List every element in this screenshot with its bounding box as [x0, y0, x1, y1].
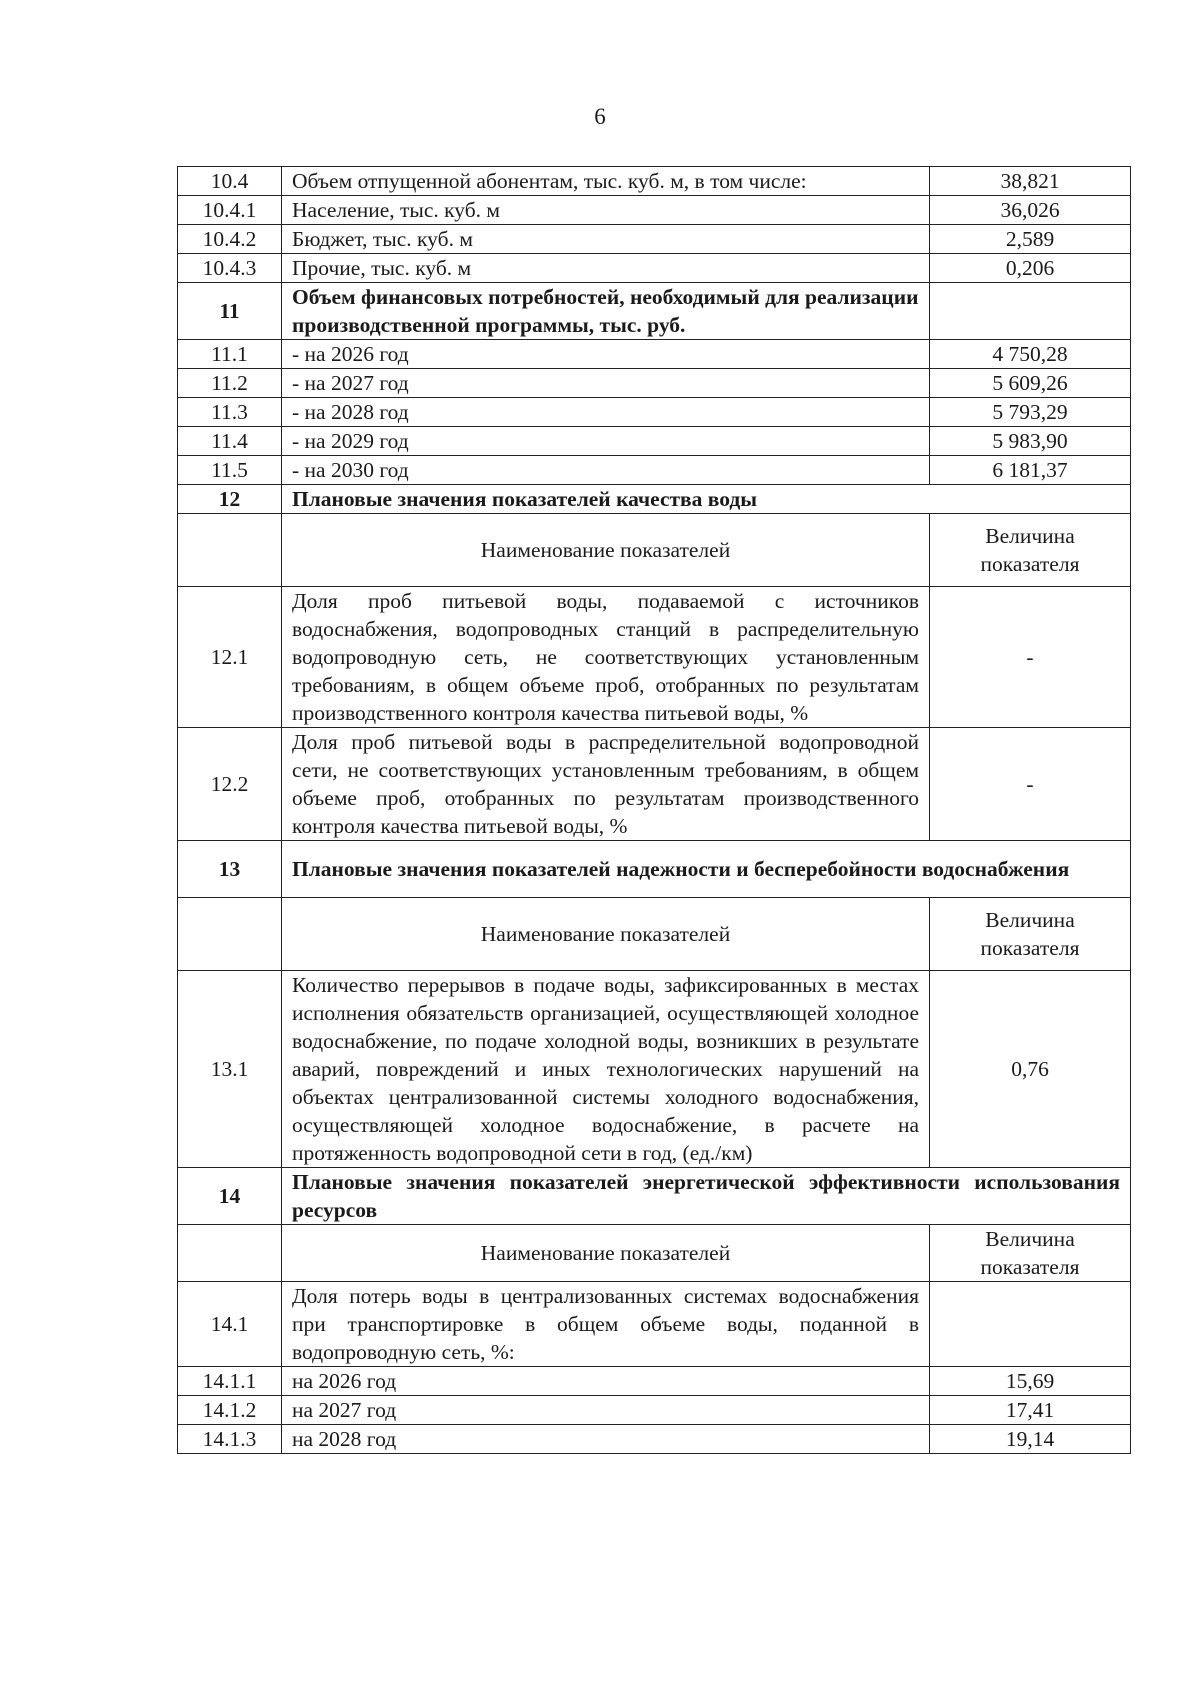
row-number: 10.4 — [178, 167, 282, 196]
row-value: 0,206 — [930, 254, 1131, 283]
row-text: на 2028 год — [282, 1425, 930, 1454]
column-header-value: Величина показателя — [930, 898, 1131, 971]
row-value: 6 181,37 — [930, 456, 1131, 485]
row-value: 0,76 — [930, 971, 1131, 1168]
table-row — [178, 1425, 1131, 1454]
column-header-name: Наименование показателей — [282, 514, 930, 587]
table-row — [178, 1396, 1131, 1425]
section-title: Объем финансовых потребностей, необходимый для реализации производственной программы, тыс. руб. — [282, 283, 930, 340]
row-number: 11.4 — [178, 427, 282, 456]
row-value: 5 609,26 — [930, 369, 1131, 398]
row-number: 10.4.1 — [178, 196, 282, 225]
row-number: 11.2 — [178, 369, 282, 398]
column-header-row — [178, 514, 1131, 587]
table-row — [178, 340, 1131, 369]
row-number: 11.1 — [178, 340, 282, 369]
row-text: Доля проб питьевой воды в распределительной водопроводной сети, не соответствующих установленным требованиям, в общем объеме проб, отобранных по результатам производственного контроля качества питьевой воды, % — [282, 728, 930, 841]
section-header-row — [178, 283, 1131, 340]
row-text: Доля проб питьевой воды, подаваемой с источников водоснабжения, водопроводных станций в распределительную водопроводную сеть, не соответствующих установленным требованиям, в общем объеме проб, отобранных по результатам производственного контроля качества питьевой воды, % — [282, 587, 930, 728]
row-value: 36,026 — [930, 196, 1131, 225]
table-row — [178, 971, 1131, 1168]
row-value: 5 793,29 — [930, 398, 1131, 427]
column-header-row — [178, 898, 1131, 971]
section-number: 13 — [178, 841, 282, 898]
row-value: 38,821 — [930, 167, 1131, 196]
row-number: 14.1.3 — [178, 1425, 282, 1454]
row-number: 14.1 — [178, 1282, 282, 1367]
section-number: 11 — [178, 283, 282, 340]
row-text: - на 2026 год — [282, 340, 930, 369]
table-row — [178, 167, 1131, 196]
table-row — [178, 254, 1131, 283]
table-row — [178, 398, 1131, 427]
section-title: Плановые значения показателей надежности и бесперебойности водоснабжения — [282, 841, 1131, 898]
row-value: - — [930, 587, 1131, 728]
section-header-row — [178, 1168, 1131, 1225]
section-number: 14 — [178, 1168, 282, 1225]
table-row — [178, 587, 1131, 728]
section-header-row — [178, 485, 1131, 514]
row-text: - на 2030 год — [282, 456, 930, 485]
row-value: 15,69 — [930, 1367, 1131, 1396]
row-number: 12.2 — [178, 728, 282, 841]
row-value: 19,14 — [930, 1425, 1131, 1454]
page-number: 6 — [594, 104, 606, 129]
row-number: 10.4.3 — [178, 254, 282, 283]
empty-cell — [178, 898, 282, 971]
row-number: 14.1.2 — [178, 1396, 282, 1425]
section-title: Плановые значения показателей энергетической эффективности использования ресурсов — [282, 1168, 1131, 1225]
row-text: Объем отпущенной абонентам, тыс. куб. м, в том числе: — [282, 167, 930, 196]
column-header-value: Величина показателя — [930, 1225, 1131, 1282]
row-text: на 2026 год — [282, 1367, 930, 1396]
section-number: 12 — [178, 485, 282, 514]
row-value: 5 983,90 — [930, 427, 1131, 456]
row-value — [930, 1282, 1131, 1367]
table-row — [178, 369, 1131, 398]
row-number: 13.1 — [178, 971, 282, 1168]
row-number: 14.1.1 — [178, 1367, 282, 1396]
row-text: Бюджет, тыс. куб. м — [282, 225, 930, 254]
table-row — [178, 728, 1131, 841]
empty-cell — [930, 283, 1131, 340]
row-number: 10.4.2 — [178, 225, 282, 254]
column-header-row — [178, 1225, 1131, 1282]
column-header-value: Величина показателя — [930, 514, 1131, 587]
indicators-table — [177, 166, 1131, 1454]
empty-cell — [178, 1225, 282, 1282]
row-value: 4 750,28 — [930, 340, 1131, 369]
table-row — [178, 196, 1131, 225]
column-header-name: Наименование показателей — [282, 898, 930, 971]
row-text: Прочие, тыс. куб. м — [282, 254, 930, 283]
table-row — [178, 456, 1131, 485]
row-text: - на 2028 год — [282, 398, 930, 427]
row-text: Доля потерь воды в централизованных системах водоснабжения при транспортировке в общем объеме воды, поданной в водопроводную сеть, %: — [282, 1282, 930, 1367]
column-header-name: Наименование показателей — [282, 1225, 930, 1282]
row-value: 17,41 — [930, 1396, 1131, 1425]
row-number: 11.3 — [178, 398, 282, 427]
row-text: Население, тыс. куб. м — [282, 196, 930, 225]
row-number: 12.1 — [178, 587, 282, 728]
table-row — [178, 1367, 1131, 1396]
section-header-row — [178, 841, 1131, 898]
empty-cell — [178, 514, 282, 587]
row-text: Количество перерывов в подаче воды, зафиксированных в местах исполнения обязательств организацией, осуществляющей холодное водоснабжение, по подаче холодной воды, возникших в результате аварий, повреждений и иных технологических нарушений на объектах централизованной системы холодного водоснабжения, осуществляющей холодное водоснабжение, в расчете на протяженность водопроводной сети в год, (ед./км) — [282, 971, 930, 1168]
row-value: 2,589 — [930, 225, 1131, 254]
row-text: - на 2029 год — [282, 427, 930, 456]
table-row — [178, 1282, 1131, 1367]
section-title: Плановые значения показателей качества воды — [282, 485, 1131, 514]
row-text: на 2027 год — [282, 1396, 930, 1425]
table-row — [178, 225, 1131, 254]
row-text: - на 2027 год — [282, 369, 930, 398]
row-value: - — [930, 728, 1131, 841]
row-number: 11.5 — [178, 456, 282, 485]
table-row — [178, 427, 1131, 456]
